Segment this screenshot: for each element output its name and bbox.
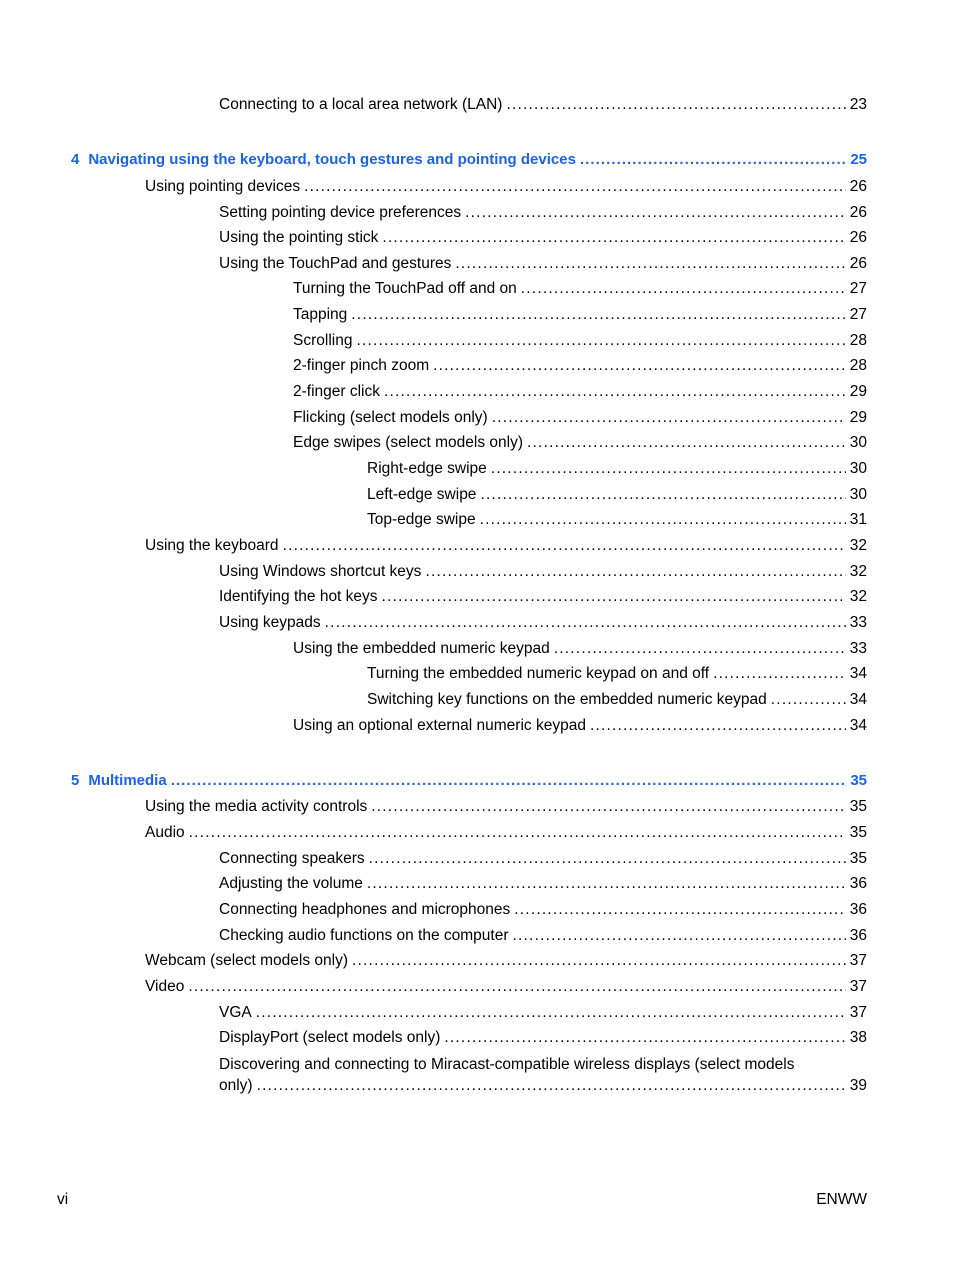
toc-entry[interactable] <box>293 433 867 453</box>
toc-entry-page: 35 <box>850 772 867 789</box>
toc-entry-page: 34 <box>849 691 867 708</box>
toc-entry-page: 35 <box>849 824 867 841</box>
toc-chapter-5-link[interactable] <box>71 771 867 791</box>
toc-entry-title: DisplayPort (select models only) <box>219 1029 441 1046</box>
toc-entry[interactable] <box>219 203 867 223</box>
toc-entry-page: 39 <box>849 1077 867 1094</box>
toc-entry[interactable] <box>367 664 867 684</box>
toc-entry-page: 33 <box>849 640 867 657</box>
toc-entry-page: 29 <box>849 383 867 400</box>
toc-entry-title: Multimedia <box>88 772 167 789</box>
toc-entry-title: Video <box>145 978 185 995</box>
toc-entry-title: Setting pointing device preferences <box>219 204 462 221</box>
toc-entry-page: 37 <box>849 978 867 995</box>
toc-entry[interactable] <box>367 510 867 530</box>
dot-leader <box>356 331 845 351</box>
toc-entry-page: 30 <box>849 460 867 477</box>
dot-leader <box>455 254 845 274</box>
dot-leader <box>351 305 845 325</box>
toc-entry-page: 32 <box>849 588 867 605</box>
toc-entry-page: 26 <box>849 229 867 246</box>
toc-entry-page: 35 <box>849 850 867 867</box>
toc-entry-title: Webcam (select models only) <box>145 952 349 969</box>
dot-leader <box>188 977 845 997</box>
toc-entry-title: Switching key functions on the embedded numeric keypad <box>367 691 767 708</box>
dot-leader <box>369 849 846 869</box>
dot-leader <box>492 408 846 428</box>
toc-entry-title: Connecting to a local area network (LAN) <box>219 96 503 113</box>
toc-entry-page: 38 <box>849 1029 867 1046</box>
toc-entry-title: Using the pointing stick <box>219 229 379 246</box>
dot-leader <box>171 771 847 791</box>
toc-entry[interactable] <box>145 977 867 997</box>
footer-label: ENWW <box>816 1191 867 1208</box>
dot-leader <box>325 613 846 633</box>
toc-entry[interactable] <box>367 459 867 479</box>
toc-entry-page: 33 <box>849 614 867 631</box>
toc-entry-title: Right-edge swipe <box>367 460 487 477</box>
dot-leader <box>491 459 846 479</box>
toc-entry-page: 23 <box>849 96 867 113</box>
toc-entry[interactable] <box>145 177 867 197</box>
toc-entry-title: Checking audio functions on the computer <box>219 927 509 944</box>
toc-entry[interactable] <box>367 485 867 505</box>
toc-entry-title: Audio <box>145 824 185 841</box>
dot-leader <box>465 203 846 223</box>
toc-entry[interactable] <box>219 95 867 115</box>
toc-entry-title: Top-edge swipe <box>367 511 476 528</box>
toc-entry[interactable] <box>293 408 867 428</box>
toc-entry-page: 36 <box>849 901 867 918</box>
dot-leader <box>713 664 846 684</box>
dot-leader <box>527 433 846 453</box>
dot-leader <box>367 874 846 894</box>
toc-entry-page: 26 <box>849 178 867 195</box>
dot-leader <box>304 177 846 197</box>
toc-entry-page: 31 <box>849 511 867 528</box>
toc-entry[interactable] <box>219 900 867 920</box>
toc-entry[interactable] <box>219 926 867 946</box>
dot-leader <box>480 485 845 505</box>
toc-entry[interactable] <box>293 331 867 351</box>
toc-entry-title: Using the TouchPad and gestures <box>219 255 452 272</box>
toc-entry-title: Adjusting the volume <box>219 875 363 892</box>
toc-entry-title: Using the embedded numeric keypad <box>293 640 550 657</box>
toc-entry-title: 2-finger click <box>293 383 380 400</box>
toc-entry[interactable] <box>219 1028 867 1048</box>
toc-entry[interactable] <box>293 305 867 325</box>
toc-entry-page: 26 <box>849 204 867 221</box>
toc-entry-page: 37 <box>849 1004 867 1021</box>
toc-entry[interactable] <box>219 254 867 274</box>
toc-entry-title: Left-edge swipe <box>367 486 477 503</box>
toc-entry-title: Navigating using the keyboard, touch gestures and pointing devices <box>88 151 576 168</box>
toc-entry[interactable] <box>145 823 867 843</box>
toc-entry-title: Connecting speakers <box>219 850 365 867</box>
toc-entry[interactable] <box>219 562 867 582</box>
toc-entry[interactable] <box>293 639 867 659</box>
toc-entry[interactable] <box>145 951 867 971</box>
toc-entry-page: 36 <box>849 927 867 944</box>
toc-entry[interactable] <box>219 1003 867 1023</box>
toc-entry-title: Using keypads <box>219 614 321 631</box>
dot-leader <box>444 1028 845 1048</box>
dot-leader <box>352 951 846 971</box>
chapter-number: 4 <box>71 151 80 168</box>
dot-leader <box>590 716 846 736</box>
toc-entry-title: Using the media activity controls <box>145 798 368 815</box>
toc-entry[interactable] <box>219 849 867 869</box>
toc-entry-page: 29 <box>849 409 867 426</box>
dot-leader <box>506 95 845 115</box>
toc-entry[interactable] <box>293 356 867 376</box>
toc-entry-title: Connecting headphones and microphones <box>219 901 511 918</box>
toc-entry-page: 26 <box>849 255 867 272</box>
dot-leader <box>771 690 846 710</box>
toc-entry-page: 30 <box>849 486 867 503</box>
toc-chapter-4-link[interactable] <box>71 150 867 170</box>
dot-leader <box>513 926 846 946</box>
toc-entry-title: Identifying the hot keys <box>219 588 378 605</box>
toc-entry-page: 27 <box>849 280 867 297</box>
toc-entry-page: 37 <box>849 952 867 969</box>
toc-entry-page: 36 <box>849 875 867 892</box>
footer-page-number: vi <box>57 1191 69 1208</box>
dot-leader <box>382 228 845 248</box>
toc-entry-title: Using Windows shortcut keys <box>219 563 422 580</box>
toc-entry-title: Edge swipes (select models only) <box>293 434 524 451</box>
toc-entry-page: 28 <box>849 357 867 374</box>
toc-entry[interactable] <box>219 613 867 633</box>
toc-entry[interactable] <box>145 797 867 817</box>
toc-entry-page: 35 <box>849 798 867 815</box>
toc-entry[interactable] <box>219 874 867 894</box>
toc-entry-page: 32 <box>849 537 867 554</box>
dot-leader <box>514 900 845 920</box>
dot-leader <box>480 510 846 530</box>
toc-entry-title: Tapping <box>293 306 348 323</box>
toc-entry[interactable] <box>293 279 867 299</box>
dot-leader <box>580 150 846 170</box>
toc-entry[interactable] <box>367 690 867 710</box>
toc-entry-page: 34 <box>849 717 867 734</box>
toc-entry-page: 27 <box>849 306 867 323</box>
toc-entry-page: 32 <box>849 563 867 580</box>
dot-leader <box>433 356 846 376</box>
dot-leader <box>425 562 845 582</box>
dot-leader <box>371 797 845 817</box>
chapter-number: 5 <box>71 772 80 789</box>
toc-entry-title-line2: only) <box>219 1077 253 1094</box>
toc-entry[interactable] <box>219 587 867 607</box>
dot-leader <box>554 639 846 659</box>
toc-entry[interactable] <box>219 1054 867 1096</box>
toc-entry-page: 28 <box>849 332 867 349</box>
dot-leader <box>189 823 846 843</box>
toc-entry-title: VGA <box>219 1004 252 1021</box>
dot-leader <box>384 382 846 402</box>
dot-leader <box>256 1003 846 1023</box>
toc-entry-title: Using the keyboard <box>145 537 279 554</box>
dot-leader <box>382 587 846 607</box>
toc-entry-title-line1: Discovering and connecting to Miracast-compatible wireless displays (select models <box>219 1056 795 1073</box>
toc-entry-page: 30 <box>849 434 867 451</box>
toc-entry-page: 34 <box>849 665 867 682</box>
toc-entry-title: Using an optional external numeric keypad <box>293 717 586 734</box>
toc-entry[interactable] <box>293 716 867 736</box>
toc-entry-title: Turning the embedded numeric keypad on and off <box>367 665 710 682</box>
toc-entry-title: Scrolling <box>293 332 353 349</box>
dot-leader <box>283 536 846 556</box>
toc-entry[interactable] <box>293 382 867 402</box>
toc-entry-page: 25 <box>850 151 867 168</box>
toc-entry-last-line <box>219 1076 867 1096</box>
toc-entry[interactable] <box>145 536 867 556</box>
dot-leader <box>257 1076 846 1096</box>
toc-entry-title: Flicking (select models only) <box>293 409 488 426</box>
toc-entry-title: 2-finger pinch zoom <box>293 357 430 374</box>
toc-entry-title: Turning the TouchPad off and on <box>293 280 517 297</box>
dot-leader <box>521 279 846 299</box>
toc-entry[interactable] <box>219 228 867 248</box>
toc-entry-title: Using pointing devices <box>145 178 301 195</box>
